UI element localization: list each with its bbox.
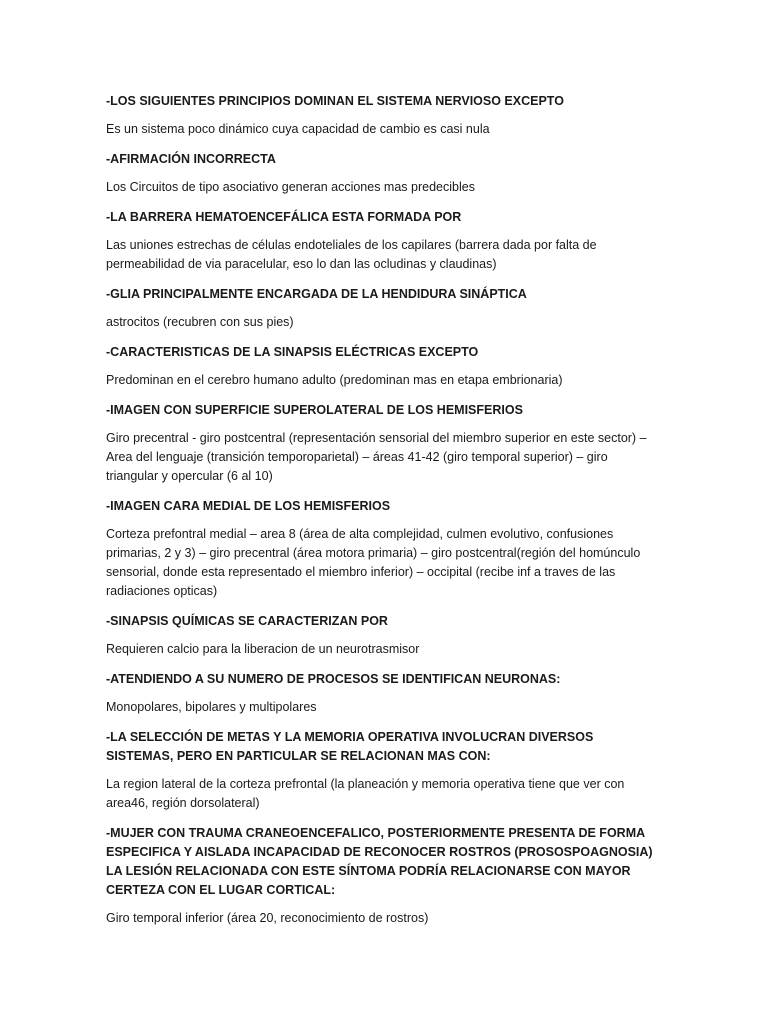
answer-text: Monopolares, bipolares y multipolares [106,700,317,714]
document-page [106,92,662,1024]
question-text: -IMAGEN CARA MEDIAL DE LOS HEMISFERIOS [106,499,391,513]
question-text: -IMAGEN CON SUPERFICIE SUPEROLATERAL DE LOS HEMISFERIOS [106,403,523,417]
answer-text: Los Circuitos de tipo asociativo generan acciones mas predecibles [106,180,475,194]
qa-item-4 [106,285,662,332]
question-text: -ATENDIENDO A SU NUMERO DE PROCESOS SE IDENTIFICAN NEURONAS: [106,672,561,686]
answer-text: astrocitos (recubren con sus pies) [106,315,294,329]
question-text: -MUJER CON TRAUMA CRANEOENCEFALICO, POSTERIORMENTE PRESENTA DE FORMA ESPECIFICA Y AISLADA INCAPACIDAD DE RECONOCER ROSTROS (PROSOSPOAGNOSIA) LA LESIÓN RELACIONADA CON ESTE SÍNTOMA PODRÍA RELACIONARSE CON MAYOR CERTEZA CON EL LUGAR CORTICAL: [106,826,653,897]
qa-item-8 [106,612,662,659]
question-text: -SINAPSIS QUÍMICAS SE CARACTERIZAN POR [106,614,388,628]
answer-text: Corteza prefontral medial – area 8 (área de alta complejidad, culmen evolutivo, confusiones primarias, 2 y 3) – giro precentral (área motora primaria) – giro postcentral(región del homúnculo sensorial, donde esta representado el miembro inferior) – occipital (recibe inf a traves de las radiaciones opticas) [106,527,641,598]
qa-item-11 [106,824,662,928]
question-text: -LOS SIGUIENTES PRINCIPIOS DOMINAN EL SISTEMA NERVIOSO EXCEPTO [106,94,564,108]
question-text: -GLIA PRINCIPALMENTE ENCARGADA DE LA HENDIDURA SINÁPTICA [106,287,527,301]
answer-text: Las uniones estrechas de células endoteliales de los capilares (barrera dada por falta de permeabilidad de via paracelular, eso lo dan las ocludinas y claudinas) [106,238,597,271]
answer-text: Requieren calcio para la liberacion de un neurotrasmisor [106,642,420,656]
qa-item-9 [106,670,662,717]
answer-text: Predominan en el cerebro humano adulto (predominan mas en etapa embrionaria) [106,373,563,387]
qa-item-10 [106,728,662,813]
answer-text: Giro temporal inferior (área 20, reconocimiento de rostros) [106,911,429,925]
question-text: -LA BARRERA HEMATOENCEFÁLICA ESTA FORMADA POR [106,210,462,224]
qa-item-3 [106,208,662,274]
question-text: -LA SELECCIÓN DE METAS Y LA MEMORIA OPERATIVA INVOLUCRAN DIVERSOS SISTEMAS, PERO EN PARTICULAR SE RELACIONAN MAS CON: [106,730,594,763]
qa-item-2 [106,150,662,197]
qa-item-6 [106,401,662,486]
answer-text: Giro precentral - giro postcentral (representación sensorial del miembro superior en este sector) – Area del lenguaje (transición temporoparietal) – áreas 41-42 (giro temporal superior) – giro triangular y opercular (6 al 10) [106,431,647,483]
qa-item-7 [106,497,662,601]
qa-item-1 [106,92,662,139]
answer-text: La region lateral de la corteza prefrontal (la planeación y memoria operativa tiene que ver con area46, región dorsolateral) [106,777,625,810]
question-text: -CARACTERISTICAS DE LA SINAPSIS ELÉCTRICAS EXCEPTO [106,345,479,359]
question-text: -AFIRMACIÓN INCORRECTA [106,152,276,166]
qa-item-5 [106,343,662,390]
answer-text: Es un sistema poco dinámico cuya capacidad de cambio es casi nula [106,122,490,136]
